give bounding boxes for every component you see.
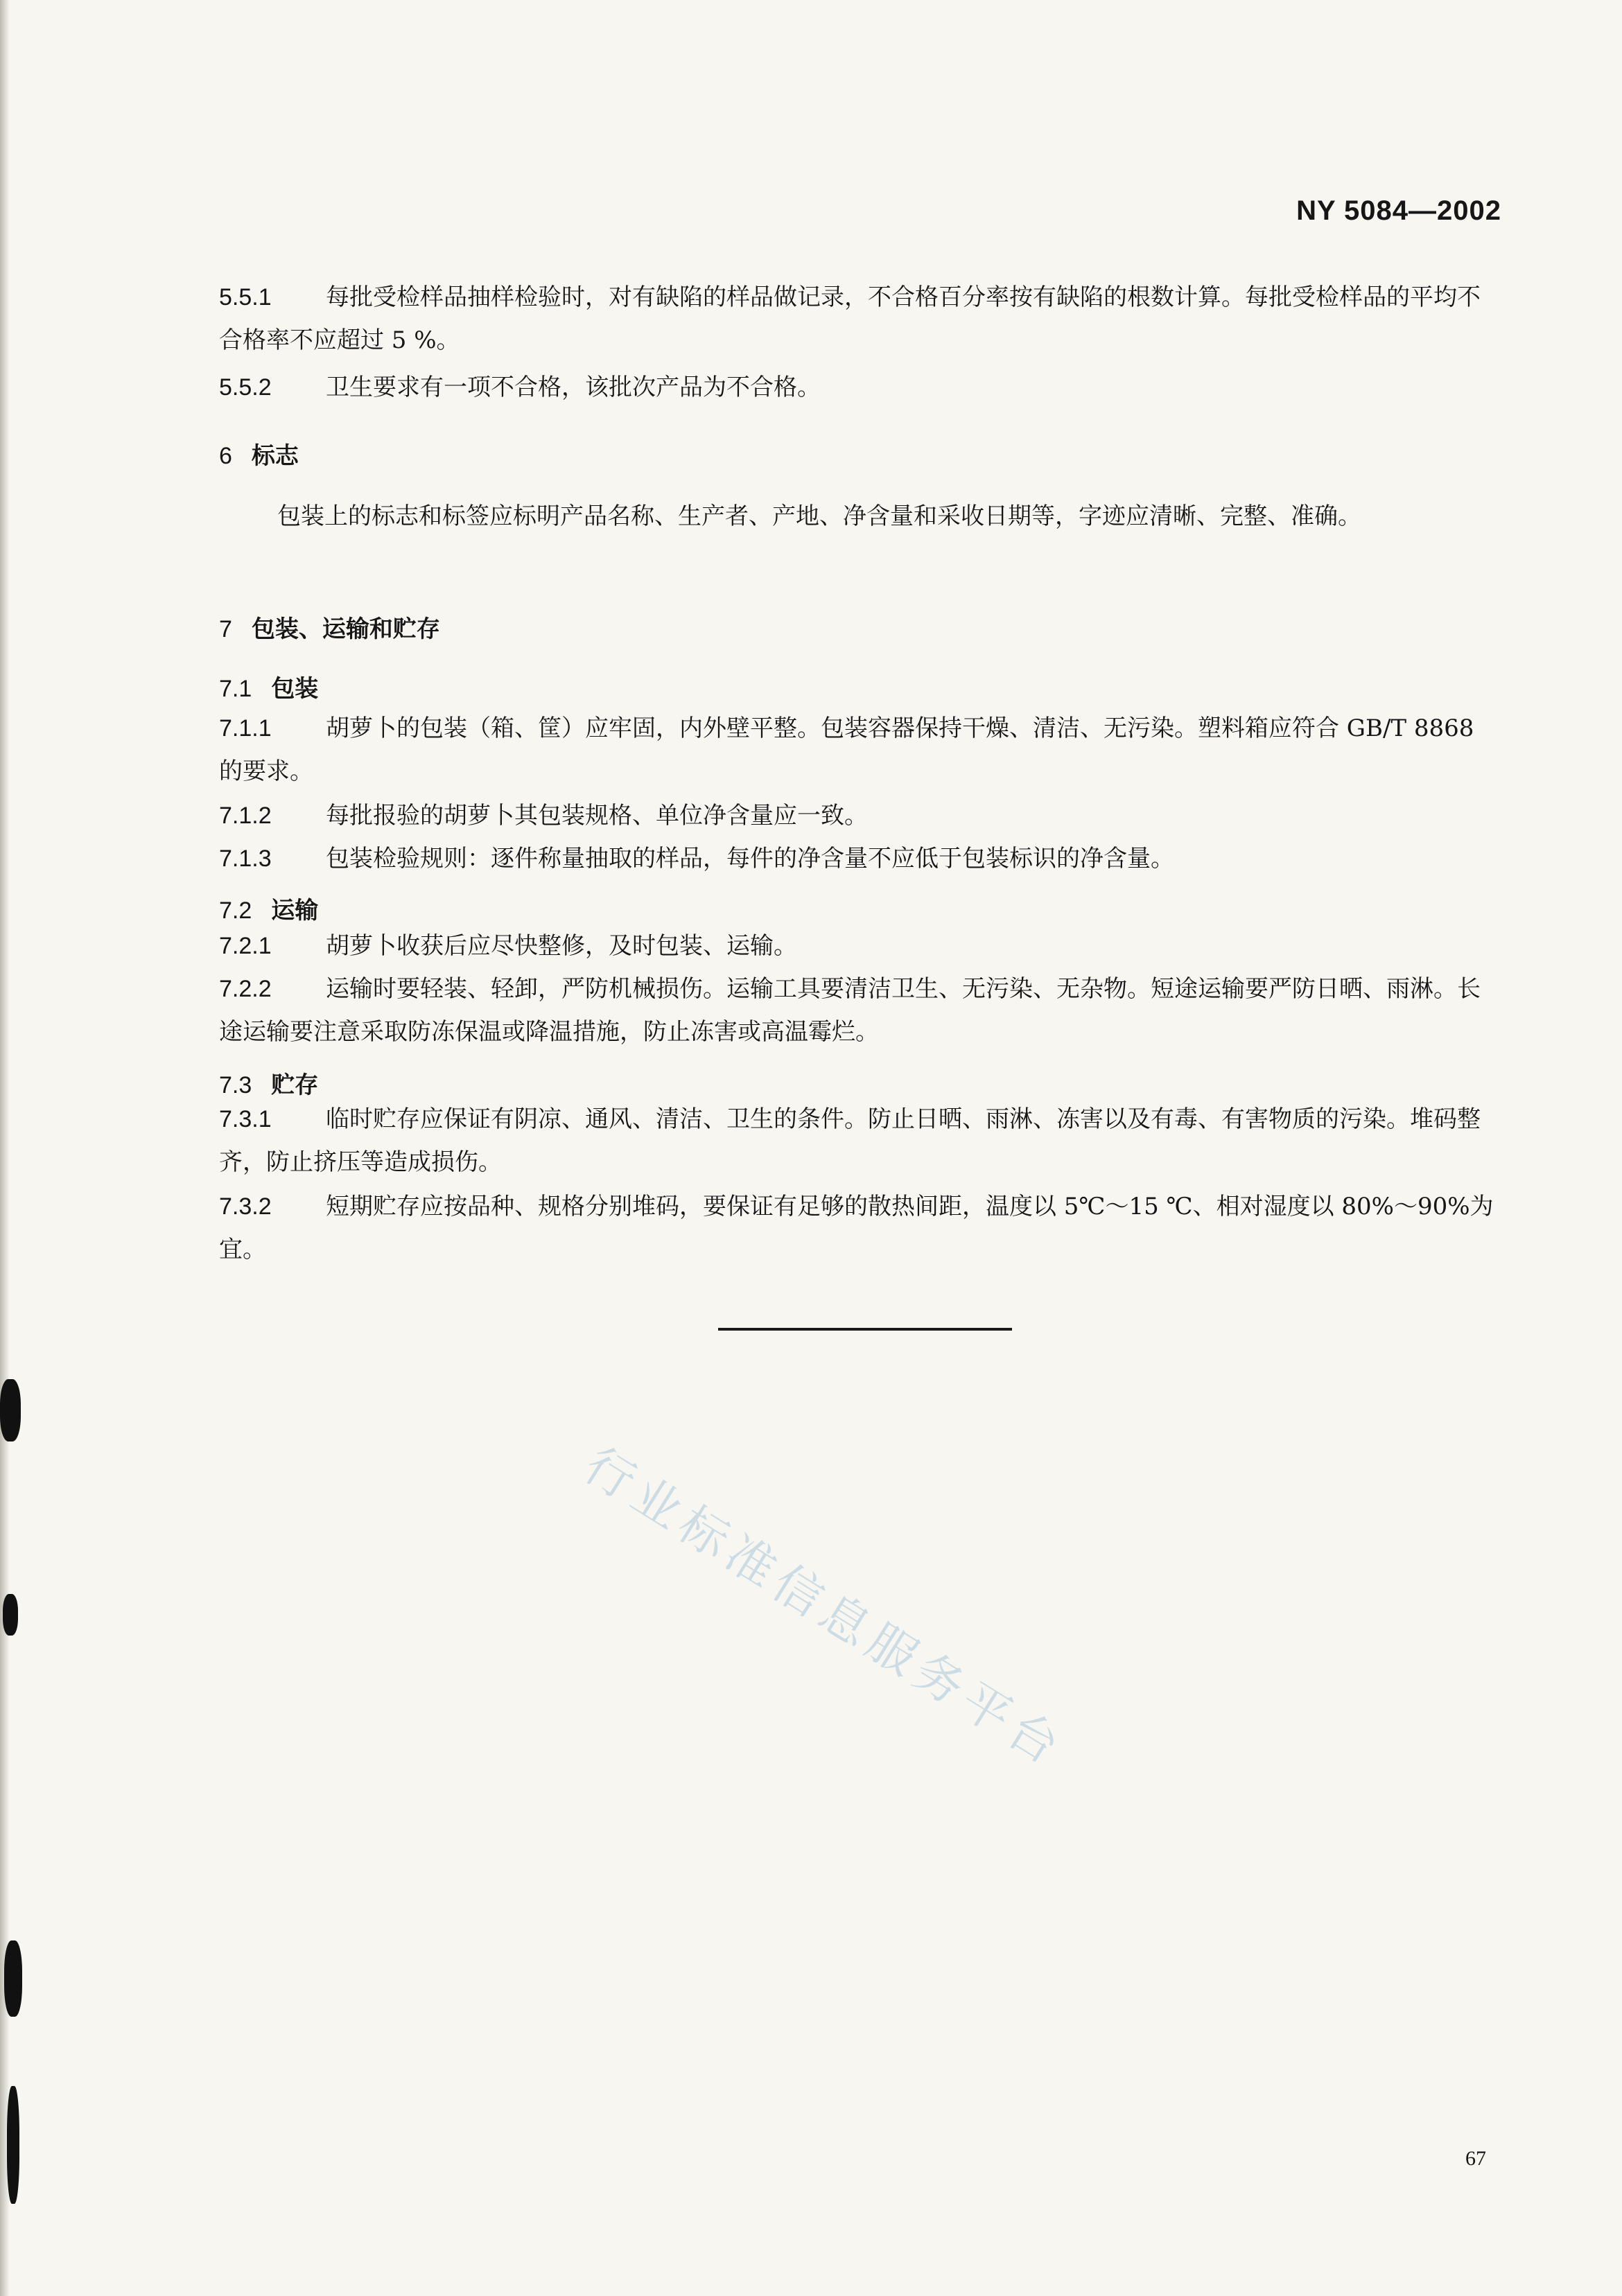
section-number: 6: [219, 443, 232, 469]
clause-7-2-2: [219, 967, 1503, 1053]
clause-7-2-1: [219, 924, 1503, 967]
clause-text: 胡萝卜的包装（箱、筐）应牢固，内外壁平整。包装容器保持干燥、清洁、无污染。塑料箱应符合 GB/T 8868 的要求。: [219, 715, 1474, 785]
clause-number: 5.5.1: [219, 284, 272, 310]
end-rule: [718, 1328, 1012, 1331]
section-title: 标志: [251, 442, 299, 470]
section-number: 7: [219, 616, 232, 642]
section-title: 运输: [271, 897, 319, 924]
page-number: 67: [1465, 2147, 1486, 2170]
section-heading-6: [219, 437, 299, 471]
section-title: 包装、运输和贮存: [251, 615, 440, 643]
clause-number: 7.2.2: [219, 976, 272, 1002]
clause-text: 包装检验规则：逐件称量抽取的样品，每件的净含量不应低于包装标识的净含量。: [326, 845, 1174, 873]
clause-text: 短期贮存应按品种、规格分别堆码，要保证有足够的散热间距，温度以 5℃～15 ℃、相对湿度以 80%～90%为宜。: [219, 1193, 1494, 1263]
clause-5-5-1: [219, 276, 1503, 362]
scan-mark: [3, 1594, 18, 1636]
clause-5-5-2: [219, 366, 1503, 409]
paragraph-6: 包装上的标志和标签应标明产品名称、生产者、产地、净含量和采收日期等，字迹应清晰、完整、准确。: [277, 502, 1361, 530]
scan-mark: [0, 1379, 21, 1441]
clause-text: 临时贮存应保证有阴凉、通风、清洁、卫生的条件。防止日晒、雨淋、冻害以及有毒、有害物质的污染。堆码整齐，防止挤压等造成损伤。: [219, 1105, 1481, 1176]
section-heading-7-2: [219, 891, 318, 925]
section-title: 贮存: [271, 1071, 319, 1099]
clause-number: 7.1.3: [219, 845, 272, 872]
clause-7-3-2: [219, 1185, 1503, 1271]
scan-mark: [4, 1940, 22, 2017]
section-heading-7-3: [219, 1066, 318, 1100]
section-title: 包装: [271, 675, 319, 703]
standard-number: NY 5084—2002: [1296, 195, 1501, 226]
clause-number: 7.3.2: [219, 1193, 272, 1220]
clause-text: 卫生要求有一项不合格，该批次产品为不合格。: [326, 374, 821, 401]
clause-number: 7.3.1: [219, 1106, 272, 1132]
section-number: 7.2: [219, 897, 252, 924]
clause-number: 7.1.1: [219, 715, 272, 742]
clause-7-1-3: [219, 837, 1503, 880]
clause-7-1-2: [219, 794, 1503, 837]
clause-text: 运输时要轻装、轻卸，严防机械损伤。运输工具要清洁卫生、无污染、无杂物。短途运输要严防日晒、雨淋。长途运输要注意采取防冻保温或降温措施，防止冻害或高温霉烂。: [219, 975, 1481, 1046]
section-heading-7-1: [219, 669, 318, 703]
section-heading-7: [219, 610, 440, 644]
clause-text: 胡萝卜收获后应尽快整修，及时包装、运输。: [326, 932, 797, 960]
scan-mark: [7, 2086, 19, 2204]
clause-text: 每批受检样品抽样检验时，对有缺陷的样品做记录，不合格百分率按有缺陷的根数计算。每批受检样品的平均不合格率不应超过 5 %。: [219, 283, 1481, 354]
clause-number: 7.1.2: [219, 803, 272, 829]
clause-number: 5.5.2: [219, 374, 272, 401]
clause-7-1-1: [219, 707, 1503, 793]
section-number: 7.1: [219, 676, 252, 702]
clause-7-3-1: [219, 1098, 1503, 1184]
watermark: 行业标准信息服务平台: [574, 1436, 1075, 1779]
clause-text: 每批报验的胡萝卜其包装规格、单位净含量应一致。: [326, 802, 868, 830]
clause-number: 7.2.1: [219, 933, 272, 959]
section-number: 7.3: [219, 1072, 252, 1098]
